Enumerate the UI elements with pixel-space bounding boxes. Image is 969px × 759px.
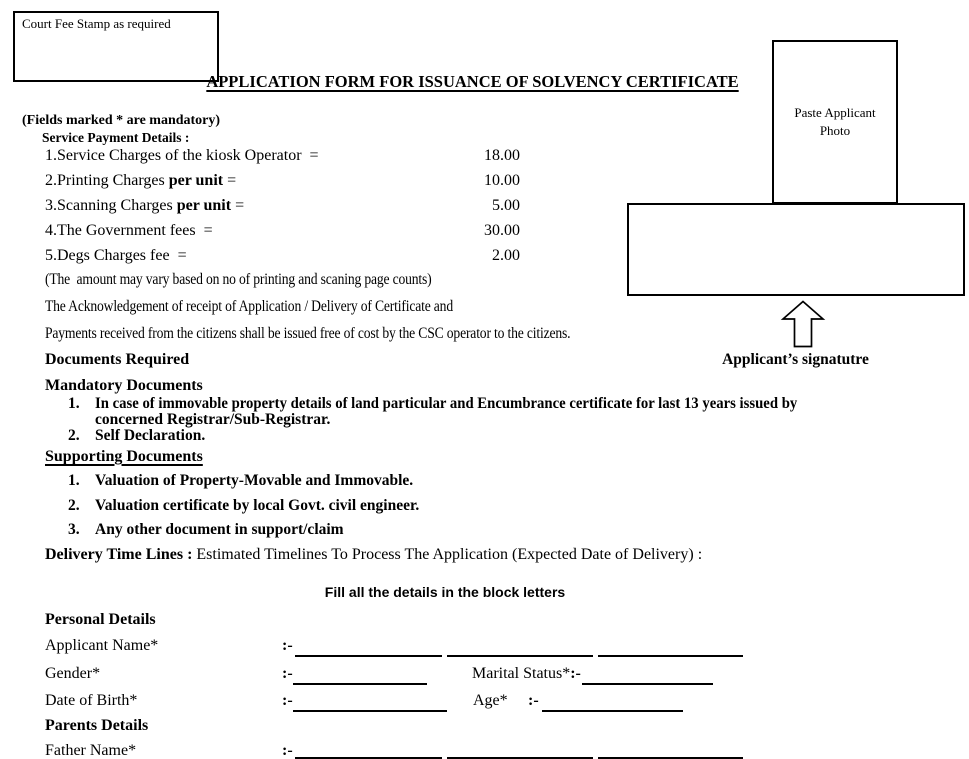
applicant-name-line-3 [598, 638, 743, 657]
photo-box-label [774, 104, 896, 140]
mandatory-doc-item-2-text: Self Declaration. [95, 427, 206, 444]
service-item-1-value: 18.00 [484, 147, 520, 164]
up-arrow-icon [780, 300, 826, 348]
supporting-doc-item-2-text: Valuation certificate by local Govt. civil engineer. [95, 497, 420, 514]
dob-label: Date of Birth* [45, 692, 138, 709]
dob-line [293, 693, 447, 712]
gender-line [293, 666, 427, 685]
photo-box-label-line2: Photo [819, 123, 851, 138]
mandatory-doc-item-2-num: 2. [68, 427, 80, 444]
applicant-name-colon: :- [282, 637, 293, 654]
father-name-label: Father Name* [45, 742, 137, 759]
supporting-doc-item-1-num: 1. [68, 472, 80, 489]
service-item-1: 1.Service Charges of the kiosk Operator = [45, 147, 319, 164]
service-payment-heading: Service Payment Details : [42, 130, 190, 145]
mandatory-documents-heading: Mandatory Documents [45, 377, 203, 394]
service-item-3-value: 5.00 [492, 197, 520, 214]
mandatory-doc-item-1-num: 1. [68, 395, 80, 412]
service-item-2-value: 10.00 [484, 172, 520, 189]
marital-status-line [582, 666, 713, 685]
mandatory-doc-item-1-line1: In case of immovable property details of land particular and Encumbrance certificate for last 13 years issued by [95, 395, 798, 412]
fill-instruction: Fill all the details in the block letters [324, 584, 566, 600]
gender-label: Gender* [45, 665, 101, 682]
supporting-doc-item-1-text: Valuation of Property-Movable and Immovable. [95, 472, 414, 489]
dob-colon: :- [282, 692, 293, 709]
documents-required-heading: Documents Required [45, 351, 190, 368]
service-item-4-value: 30.00 [484, 222, 520, 239]
photo-box [772, 40, 898, 204]
service-item-5-value: 2.00 [492, 247, 520, 264]
delivery-timelines: Delivery Time Lines : Estimated Timelines To Process The Application (Expected Date of Delivery) : [45, 546, 703, 563]
service-item-2: 2.Printing Charges per unit = [45, 172, 237, 189]
applicant-name-line-2 [447, 638, 593, 657]
personal-details-heading: Personal Details [45, 611, 156, 628]
parents-details-heading: Parents Details [45, 717, 149, 734]
father-name-line-2 [447, 740, 593, 759]
applicant-name-line-1 [295, 638, 442, 657]
signature-box [627, 203, 965, 296]
service-item-5: 5.Degs Charges fee = [45, 247, 187, 264]
service-item-4: 4.The Government fees = [45, 222, 213, 239]
acknowledgement-note-line2: Payments received from the citizens shall be issued free of cost by the CSC operator to the citizens. [45, 325, 571, 342]
gender-colon: :- [282, 665, 293, 682]
marital-status-label: Marital Status*:- [472, 665, 581, 682]
mandatory-fields-note: (Fields marked * are mandatory) [22, 113, 221, 128]
supporting-doc-item-3-text: Any other document in support/claim [95, 521, 344, 538]
court-fee-stamp-box [13, 11, 219, 82]
fee-variation-note: (The amount may vary based on no of printing and scaning page counts) [45, 271, 432, 288]
father-name-line-1 [295, 740, 442, 759]
acknowledgement-note-line1: The Acknowledgement of receipt of Application / Delivery of Certificate and [45, 298, 453, 315]
father-name-line-3 [598, 740, 743, 759]
supporting-documents-heading: Supporting Documents [45, 448, 203, 465]
father-name-colon: :- [282, 742, 293, 759]
applicant-signature-caption: Applicant’s signatutre [722, 351, 869, 368]
photo-box-label-line1: Paste Applicant [794, 105, 876, 120]
service-item-3: 3.Scanning Charges per unit = [45, 197, 245, 214]
supporting-doc-item-3-num: 3. [68, 521, 80, 538]
applicant-name-label: Applicant Name* [45, 637, 159, 654]
mandatory-doc-item-1-line2: concerned Registrar/Sub-Registrar. [95, 411, 331, 428]
age-colon: :- [528, 692, 539, 709]
age-label: Age* [473, 692, 508, 709]
court-fee-stamp-label: Court Fee Stamp as required [22, 16, 171, 31]
age-line [542, 693, 683, 712]
form-title: APPLICATION FORM FOR ISSUANCE OF SOLVENCY CERTIFICATE [206, 72, 739, 91]
supporting-doc-item-2-num: 2. [68, 497, 80, 514]
